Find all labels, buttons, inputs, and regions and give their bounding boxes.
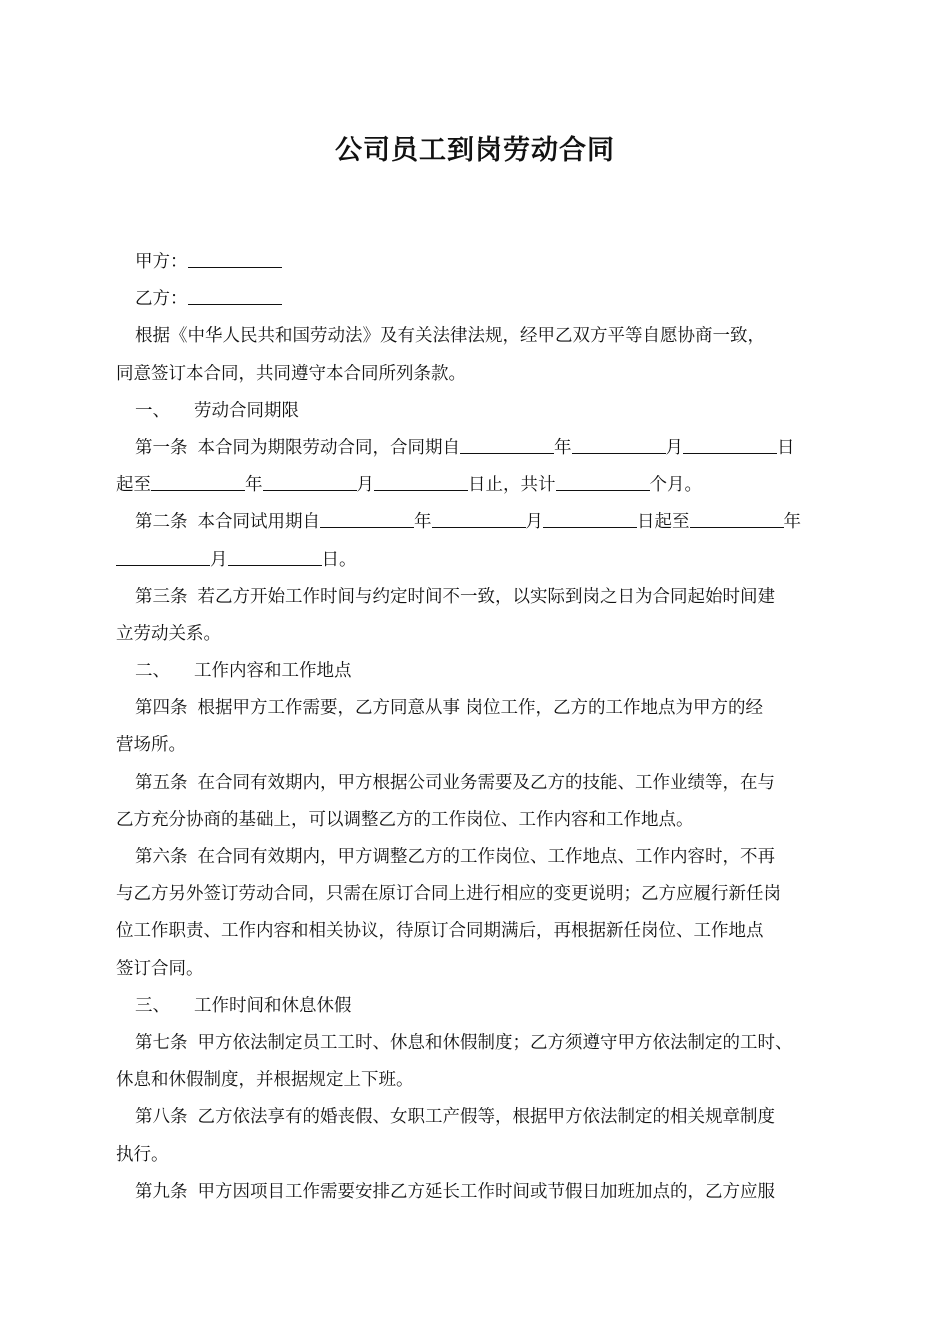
article-label: 第八条 [135, 1107, 188, 1128]
probation-start-day-blank [543, 509, 637, 528]
month-label: 月 [356, 475, 374, 496]
end-year-blank [151, 472, 245, 491]
article-2-line-1 [116, 504, 840, 541]
article-2-line-2 [116, 542, 840, 579]
months-label: 个月。 [649, 475, 702, 496]
party-a-line [116, 244, 840, 281]
article-3-line-1 [116, 579, 840, 616]
article-4-line-2: 营场所。 [116, 735, 186, 756]
section-heading-3 [116, 988, 840, 1025]
year-label: 年 [783, 512, 801, 533]
document-body [116, 244, 840, 1211]
party-a-blank [188, 249, 282, 268]
day-from-label: 日起至 [637, 512, 690, 533]
article-text: 根据甲方工作需要，乙方同意从事 岗位工作，乙方的工作地点为甲方的经 [197, 698, 764, 719]
month-label: 月 [665, 437, 683, 458]
article-label: 第五条 [135, 772, 188, 793]
start-month-blank [572, 435, 666, 454]
section-number: 三、 [135, 995, 170, 1016]
article-label: 第三条 [135, 586, 188, 607]
section-heading-1 [116, 393, 840, 430]
end-month-blank [263, 472, 357, 491]
day-end-label: 日。 [321, 549, 357, 570]
article-text: 本合同为期限劳动合同，合同期自 [197, 437, 460, 458]
article-label: 第九条 [135, 1181, 188, 1202]
article-5-line-2: 乙方充分协商的基础上，可以调整乙方的工作岗位、工作内容和工作地点。 [116, 809, 694, 830]
party-a-label: 甲方： [135, 252, 188, 272]
section-heading-2 [116, 653, 840, 690]
article-label: 第七条 [135, 1032, 188, 1053]
article-7-line-2: 休息和休假制度，并根据规定上下班。 [116, 1070, 414, 1091]
article-text: 若乙方开始工作时间与约定时间不一致，以实际到岗之日为合同起始时间建 [197, 586, 775, 607]
start-year-blank [460, 435, 554, 454]
article-6-line-2: 与乙方另外签订劳动合同，只需在原订合同上进行相应的变更说明；乙方应履行新任岗 [116, 884, 781, 905]
article-label: 第一条 [135, 437, 188, 458]
article-text: 乙方依法享有的婚丧假、女职工产假等，根据甲方依法制定的相关规章制度 [197, 1107, 775, 1128]
article-text: 在合同有效期内，甲方调整乙方的工作岗位、工作地点、工作内容时，不再 [197, 847, 775, 867]
article-9-line-1 [116, 1174, 840, 1211]
article-6-line-4: 签订合同。 [116, 958, 204, 979]
article-label: 第六条 [135, 847, 188, 867]
article-label: 第二条 [135, 512, 188, 533]
article-8-line-2: 执行。 [116, 1144, 169, 1165]
article-7-line-1 [116, 1025, 840, 1062]
year-label: 年 [554, 437, 572, 458]
probation-end-day-blank [228, 547, 322, 566]
article-1-line-2 [116, 467, 840, 504]
article-5-line-1 [116, 765, 840, 802]
probation-end-month-blank [116, 547, 210, 566]
article-4-line-1 [116, 690, 840, 727]
section-title: 劳动合同期限 [194, 400, 299, 421]
probation-end-year-blank [690, 509, 784, 528]
total-months-blank [556, 472, 650, 491]
party-b-label: 乙方： [135, 289, 188, 310]
article-label: 第四条 [135, 698, 188, 719]
year-label: 年 [245, 475, 263, 496]
article-text: 本合同试用期自 [197, 512, 320, 533]
article-1-line-1 [116, 430, 840, 467]
section-title: 工作时间和休息休假 [194, 995, 352, 1016]
day-stop-total-label: 日止，共计 [468, 475, 556, 496]
document-title: 公司员工到岗劳动合同 [335, 135, 615, 166]
probation-start-year-blank [320, 509, 414, 528]
article-6-line-3: 位工作职责、工作内容和相关协议，待原订合同期满后，再根据新任岗位、工作地点 [116, 921, 764, 942]
year-label: 年 [414, 512, 432, 533]
probation-start-month-blank [432, 509, 526, 528]
article-text: 起至 [116, 475, 151, 496]
section-title: 工作内容和工作地点 [194, 661, 352, 682]
day-label: 日 [777, 437, 795, 458]
article-6-line-1 [116, 839, 840, 876]
end-day-blank [374, 472, 468, 491]
intro-line-2: 同意签订本合同，共同遵守本合同所列条款。 [116, 363, 466, 384]
party-b-blank [188, 286, 282, 305]
section-number: 二、 [135, 661, 170, 682]
start-day-blank [683, 435, 777, 454]
party-b-line [116, 281, 840, 318]
section-number: 一、 [135, 400, 170, 421]
article-3-line-2: 立劳动关系。 [116, 623, 221, 644]
article-text: 在合同有效期内，甲方根据公司业务需要及乙方的技能、工作业绩等，在与 [197, 772, 775, 793]
article-text: 甲方依法制定员工工时、休息和休假制度；乙方须遵守甲方依法制定的工时、 [197, 1032, 793, 1053]
intro-line-1: 根据《中华人民共和国劳动法》及有关法律法规，经甲乙双方平等自愿协商一致， [135, 326, 765, 347]
month-label: 月 [525, 512, 543, 533]
article-text: 甲方因项目工作需要安排乙方延长工作时间或节假日加班加点的，乙方应服 [197, 1181, 775, 1202]
article-8-line-1 [116, 1099, 840, 1136]
month-label: 月 [210, 549, 228, 570]
